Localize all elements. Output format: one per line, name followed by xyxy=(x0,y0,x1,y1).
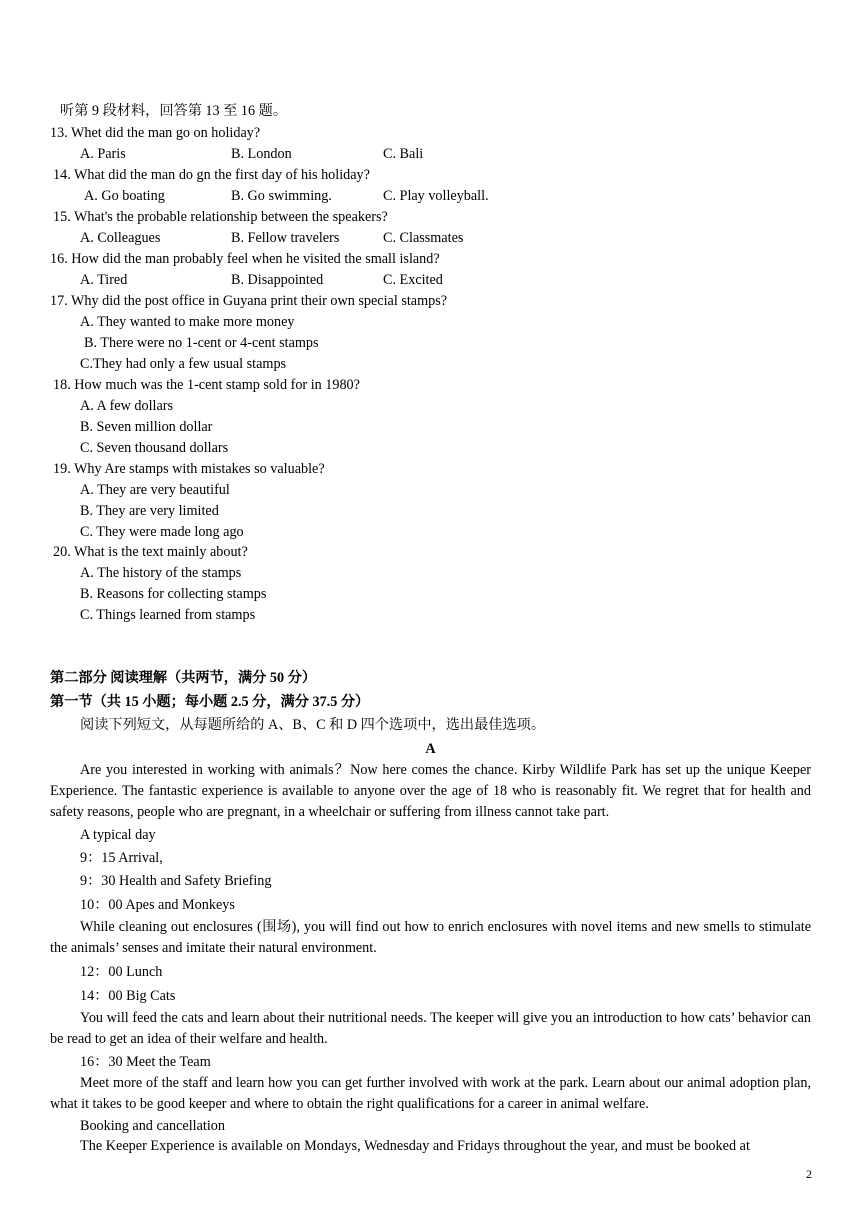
question-20-stem: 20. What is the text mainly about? xyxy=(53,544,248,560)
meet-team-paragraph: Meet more of the staff and learn how you can get further involved with work at the park. Learn about our animal adoption plan, what it takes to be good keeper and where to obtain the right qualifications for a career in animal welfare. xyxy=(50,1075,811,1112)
reading-section-title: 第一节（共 15 小题；每小题 2.5 分，满分 37.5 分） xyxy=(50,694,370,710)
typical-day-heading: A typical day xyxy=(80,827,156,843)
question-13-option-b: B. London xyxy=(231,146,292,162)
listening-instruction: 听第 9 段材料，回答第 13 至 16 题。 xyxy=(60,103,288,119)
passage-label: A xyxy=(425,741,436,757)
question-15-stem: 15. What's the probable relationship between the speakers? xyxy=(53,209,388,225)
question-17-stem: 17. Why did the post office in Guyana print their own special stamps? xyxy=(50,293,448,309)
question-16-stem: 16. How did the man probably feel when he visited the small island? xyxy=(50,251,440,267)
question-13-stem: 13. Whet did the man go on holiday? xyxy=(50,125,261,141)
schedule-big-cats: 14：00 Big Cats xyxy=(80,988,176,1004)
question-17-option-a: A. They wanted to make more money xyxy=(80,314,295,330)
passage-intro: Are you interested in working with animals？Now here comes the chance. Kirby Wildlife Park has set up the unique Keeper Experience. The fantastic experience is available to anyone over the age of 18 who is reasonably fit. We regret that for health and safety reasons, people who are pregnant, in a wheelchair or suffering from illness cannot take part. xyxy=(50,762,811,820)
question-14-stem: 14. What did the man do gn the first day of his holiday? xyxy=(53,167,370,183)
schedule-meet-team: 16：30 Meet the Team xyxy=(80,1054,211,1070)
question-19-option-c: C. They were made long ago xyxy=(80,524,244,540)
schedule-briefing: 9：30 Health and Safety Briefing xyxy=(80,873,272,889)
reading-instruction: 阅读下列短文，从每题所给的 A、B、C 和 D 四个选项中，选出最佳选项。 xyxy=(80,717,546,733)
question-19-option-a: A. They are very beautiful xyxy=(80,482,230,498)
schedule-lunch: 12：00 Lunch xyxy=(80,964,163,980)
question-20-option-c: C. Things learned from stamps xyxy=(80,607,256,623)
apes-paragraph: While cleaning out enclosures (围场), you will find out how to enrich enclosures with novel items and new smells to stimulate the animals’ senses and imitate their natural environment. xyxy=(50,919,811,956)
schedule-apes: 10：00 Apes and Monkeys xyxy=(80,897,235,913)
question-18-stem: 18. How much was the 1-cent stamp sold for in 1980? xyxy=(53,377,360,393)
question-15-option-b: B. Fellow travelers xyxy=(231,230,340,246)
question-14-option-b: B. Go swimming. xyxy=(231,188,332,204)
big-cats-paragraph: You will feed the cats and learn about their nutritional needs. The keeper will give you an introduction to how cats’ behavior can be read to get an idea of their welfare and health. xyxy=(50,1010,811,1047)
question-18-option-a: A. A few dollars xyxy=(80,398,173,414)
question-14-option-a: A. Go boating xyxy=(84,188,165,204)
question-15-option-a: A. Colleagues xyxy=(80,230,161,246)
question-14-option-c: C. Play volleyball. xyxy=(383,188,489,204)
question-16-option-a: A. Tired xyxy=(80,272,128,288)
question-16-option-c: C. Excited xyxy=(383,272,443,288)
page-number: 2 xyxy=(806,1167,812,1181)
question-17-option-b: B. There were no 1-cent or 4-cent stamps xyxy=(84,335,319,351)
question-20-option-a: A. The history of the stamps xyxy=(80,565,242,581)
question-18-option-c: C. Seven thousand dollars xyxy=(80,440,229,456)
booking-paragraph: The Keeper Experience is available on Mondays, Wednesday and Fridays throughout the year, and must be booked at xyxy=(80,1138,750,1154)
question-20-option-b: B. Reasons for collecting stamps xyxy=(80,586,267,602)
question-13-option-c: C. Bali xyxy=(383,146,424,162)
question-18-option-b: B. Seven million dollar xyxy=(80,419,213,435)
question-16-option-b: B. Disappointed xyxy=(231,272,324,288)
reading-part-title: 第二部分 阅读理解（共两节，满分 50 分） xyxy=(50,670,317,686)
booking-heading: Booking and cancellation xyxy=(80,1118,225,1134)
question-15-option-c: C. Classmates xyxy=(383,230,464,246)
question-17-option-c: C.They had only a few usual stamps xyxy=(80,356,287,372)
question-13-option-a: A. Paris xyxy=(80,146,126,162)
question-19-option-b: B. They are very limited xyxy=(80,503,219,519)
question-19-stem: 19. Why Are stamps with mistakes so valuable? xyxy=(53,461,325,477)
schedule-arrival: 9：15 Arrival, xyxy=(80,850,163,866)
